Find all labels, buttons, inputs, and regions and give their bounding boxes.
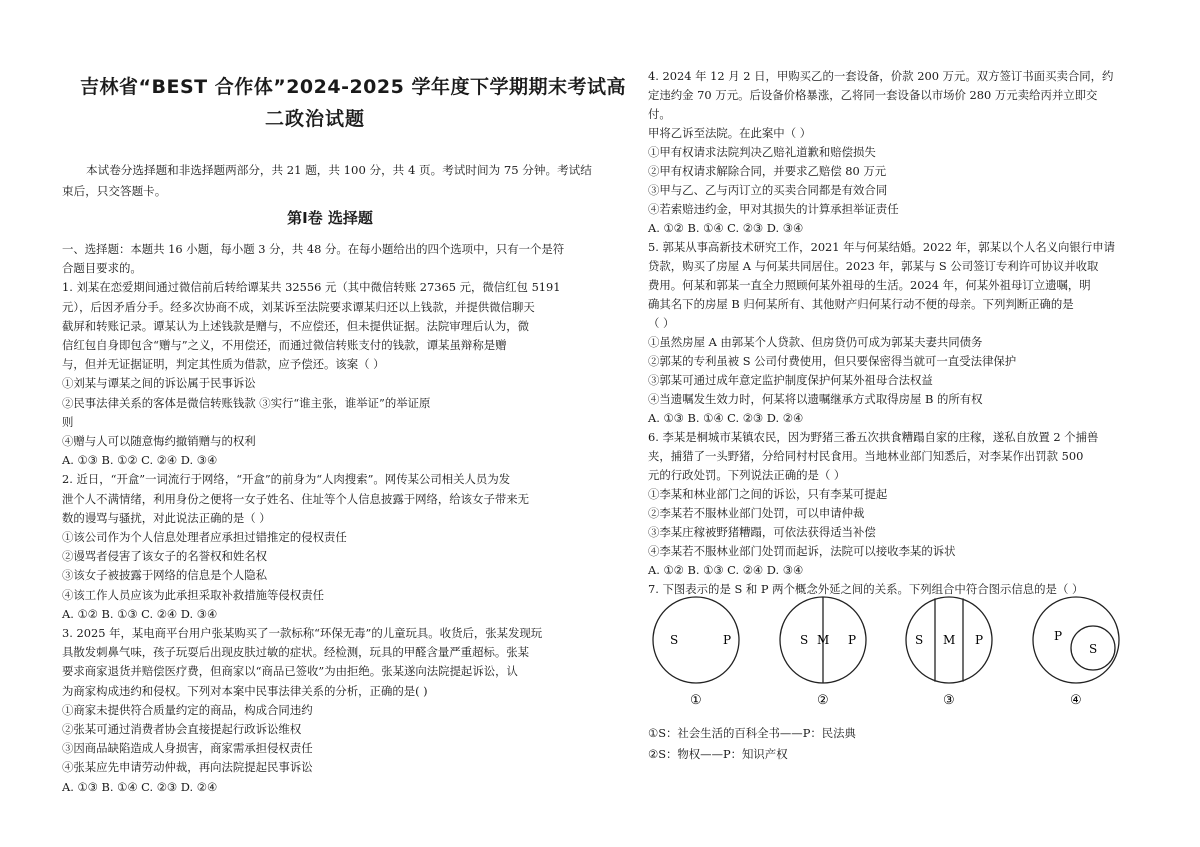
- right-lines-line: 定违约金 70 万元。后设备价格暴涨，乙将同一套设备以市场价 280 万元卖给丙并立即交: [648, 88, 1098, 102]
- section-title: 第Ⅰ卷 选择题: [287, 209, 373, 227]
- left-lines-line: ②张某可通过消费者协会直接提起行政诉讼维权: [62, 722, 302, 736]
- right-lines-line: 7. 下图表示的是 S 和 P 两个概念外延之间的关系。下列组合中符合图示信息的是（ ）: [648, 582, 1084, 596]
- diagram-2-s-label: S: [800, 633, 809, 647]
- exam-title-line2: 二政治试题: [265, 108, 366, 130]
- right-lines-line: A. ①② B. ①④ C. ②③ D. ③④: [648, 221, 804, 235]
- right-lines-line: 6. 李某是桐城市某镇农民，因为野猪三番五次拱食糟蹋自家的庄稼，遂私自放置 2 个捕兽: [648, 430, 1099, 444]
- left-lines-line: ②谩骂者侵害了该女子的名誉权和姓名权: [62, 549, 268, 564]
- right-lines-line: ④若索赔违约金，甲对其损失的计算承担举证责任: [648, 202, 899, 216]
- left-lines-line: 3. 2025 年，某电商平台用户张某购买了一款标称“环保无毒”的儿童玩具。收货后，张某发现玩: [62, 626, 543, 640]
- left-lines-line: 数的谩骂与骚扰，对此说法正确的是（ ）: [62, 510, 271, 525]
- left-lines-line: 要求商家退货并赔偿医疗费，但商家以“商品已签收”为由拒绝。张某遂向法院提起诉讼，认: [62, 664, 518, 679]
- right-lines-line: ②郭某的专利虽被 S 公司付费使用，但只要保密得当就可一直受法律保护: [648, 354, 1017, 368]
- diagram-2-p-label: P: [848, 633, 857, 647]
- left-lines-line: ④该工作人员应该为此承担采取补救措施等侵权责任: [62, 587, 324, 602]
- right-lines-line: 5. 郭某从事高新技术研究工作，2021 年与何某结婚。2022 年，郭某以个人名义向银行申请: [648, 240, 1115, 254]
- right-lines-line: ④李某若不服林业部门处罚而起诉，法院可以接收李某的诉状: [648, 544, 956, 558]
- right-lines-line: ①李某和林业部门之间的诉讼，只有李某可提起: [648, 487, 888, 501]
- right-lines-line: ①虽然房屋 A 由郭某个人贷款、但房贷仍可成为郭某夫妻共同债务: [648, 335, 983, 349]
- right-lines-line: ①甲有权请求法院判决乙赔礼道歉和赔偿损失: [648, 145, 876, 159]
- right-lines-line: ④当遗嘱发生效力时，何某将以遗嘱继承方式取得房屋 B 的所有权: [648, 392, 983, 406]
- right-lines-line: （ ）: [648, 316, 675, 330]
- right-lines-line: ③甲与乙、乙与丙订立的买卖合同都是有效合同: [648, 183, 888, 197]
- left-lines-line: A. ①② B. ①③ C. ②④ D. ③④: [62, 606, 218, 621]
- left-lines-line: 一、选择题：本题共 16 小题，每小题 3 分，共 48 分。在每小题给出的四个选项中，只有一个是符: [62, 242, 565, 256]
- left-lines-line: 泄个人不满情绪，利用身份之便将一女子姓名、住址等个人信息披露于网络，给该女子带来无: [62, 491, 530, 506]
- left-lines-line: 具散发刺鼻气味，孩子玩耍后出现皮肤过敏的症状。经检测，玩具的甲醛含量严重超标。张某: [62, 645, 530, 660]
- left-lines-line: 截屏和转账记录。谭某认为上述钱款是赠与，不应偿还，但未提供证据。法院审理后认为，微: [62, 318, 530, 333]
- right-lines-line: ②甲有权请求解除合同，并要求乙赔偿 80 万元: [648, 164, 887, 178]
- diagram-4-caption: ④: [1070, 693, 1082, 708]
- diagram-2-caption: ②: [817, 693, 829, 708]
- left-lines-line: ②民事法律关系的客体是微信转账钱款 ③实行“谁主张，谁举证”的举证原: [62, 395, 431, 410]
- left-lines-line: ①刘某与谭某之间的诉讼属于民事诉讼: [62, 376, 256, 391]
- exam-intro: 本试卷分选择题和非选择题两部分，共 21 题，共 100 分，共 4 页。考试时间为 75 分钟。考试结束后，只交答题卡。: [62, 163, 592, 198]
- left-lines-line: ①该公司作为个人信息处理者应承担过错推定的侵权责任: [62, 530, 347, 544]
- right-lines-line: 夹，捕猎了一头野猪，分给同村村民食用。当地林业部门知悉后，对李某作出罚款 500: [648, 449, 1084, 463]
- diagram-2-m-label: M: [817, 633, 830, 647]
- diagram-3-m-label: M: [943, 633, 956, 647]
- left-lines-line: ③因商品缺陷造成人身损害，商家需承担侵权责任: [62, 741, 313, 756]
- left-lines-line: ③该女子被披露于网络的信息是个人隐私: [62, 568, 268, 583]
- right-bottom-line: ①S：社会生活的百科全书——P：民法典: [648, 726, 856, 740]
- diagram-4-s-label: S: [1089, 642, 1098, 656]
- right-lines-line: A. ①③ B. ①④ C. ②③ D. ②④: [648, 411, 804, 425]
- left-lines-line: 2. 近日，“开盒”一词流行于网络，“开盒”的前身为“人肉搜索”。网传某公司相关人员为发: [62, 472, 511, 487]
- diagram-3-caption: ③: [943, 693, 955, 708]
- left-lines-line: 元），后因矛盾分手。经多次协商不成，刘某诉至法院要求谭某归还以上钱款，并提供微信聊天: [62, 299, 535, 314]
- left-lines-line: 信红包自身即包含“赠与”之义，不用偿还，而通过微信转账支付的钱款，谭某虽辩称是赠: [62, 338, 507, 352]
- left-lines-line: A. ①③ B. ①④ C. ②③ D. ②④: [62, 779, 218, 794]
- left-lines-line: ④赠与人可以随意悔约撤销赠与的权利: [62, 434, 256, 448]
- right-lines-line: 贷款，购买了房屋 A 与何某共同居住。2023 年，郭某与 S 公司签订专利许可协议并收取: [648, 259, 1099, 273]
- right-lines-line: 元的行政处罚。下列说法正确的是（ ）: [648, 468, 846, 482]
- right-bottom-line: ②S：物权——P：知识产权: [648, 747, 788, 761]
- right-lines-line: 付。: [648, 107, 671, 121]
- diagram-4: [1033, 597, 1119, 683]
- left-lines-line: 为商家构成违约和侵权。下列对本案中民事法律关系的分析，正确的是( ): [62, 683, 428, 698]
- diagram-1-caption: ①: [690, 693, 702, 708]
- right-lines-line: 费用。何某和郭某一直全力照顾何某外祖母的生活。2024 年，何某外祖母订立遗嘱，明: [648, 278, 1091, 292]
- left-lines-line: 则: [62, 414, 74, 429]
- left-lines-line: 与，但并无证据证明，判定其性质为借款，应予偿还。该案（ ）: [62, 357, 385, 372]
- diagram-4-p-label: P: [1054, 629, 1063, 643]
- right-lines-line: ③李某庄稼被野猪糟蹋，可依法获得适当补偿: [648, 525, 876, 539]
- diagram-3-p-label: P: [975, 633, 984, 647]
- diagram-1-p-label: P: [723, 633, 732, 647]
- right-lines-line: ③郭某可通过成年意定监护制度保护何某外祖母合法权益: [648, 373, 933, 387]
- right-lines-line: 甲将乙诉至法院。在此案中（ ）: [648, 126, 812, 140]
- concept-diagrams: [650, 596, 1130, 708]
- diagram-3-s-label: S: [915, 633, 924, 647]
- left-lines-line: 1. 刘某在恋爱期间通过微信前后转给谭某共 32556 元（其中微信转账 27365 元，微信红包 5191: [62, 280, 561, 295]
- left-lines-line: ①商家未提供符合质量约定的商品，构成合同违约: [62, 702, 313, 717]
- left-lines-line: A. ①③ B. ①② C. ②④ D. ③④: [62, 453, 218, 468]
- diagram-2: [780, 597, 866, 683]
- right-lines-line: A. ①② B. ①③ C. ②④ D. ③④: [648, 563, 804, 577]
- diagram-1-s-label: S: [670, 633, 679, 647]
- left-lines-line: 合题目要求的。: [62, 261, 142, 276]
- exam-title-line1: 吉林省“BEST 合作体”2024-2025 学年度下学期期末考试高: [80, 76, 626, 98]
- diagram-1: [653, 597, 739, 683]
- right-lines-line: 4. 2024 年 12 月 2 日，甲购买乙的一套设备，价款 200 万元。双方签订书面买卖合同，约: [648, 69, 1114, 83]
- right-lines-line: ②李某若不服林业部门处罚，可以申请仲裁: [648, 506, 865, 520]
- right-lines-line: 确其名下的房屋 B 归何某所有、其他财产归何某行动不便的母亲。下列判断正确的是: [648, 297, 1074, 311]
- diagram-3: [906, 597, 992, 683]
- left-lines-line: ④张某应先申请劳动仲裁，再向法院提起民事诉讼: [62, 760, 313, 775]
